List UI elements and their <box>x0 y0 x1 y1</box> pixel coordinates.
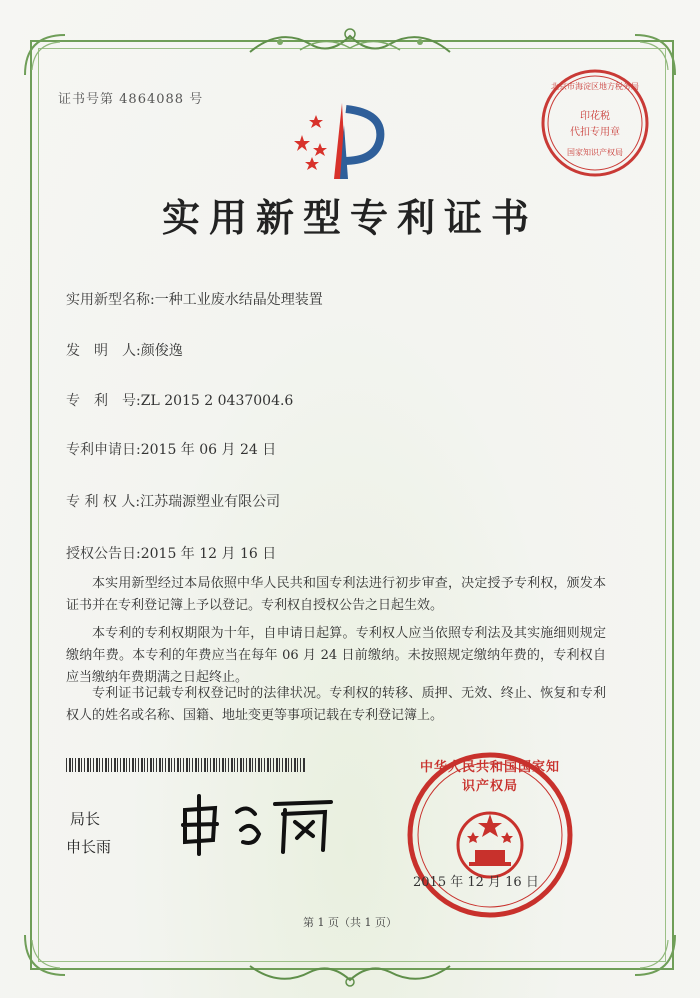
page-number: 第 1 页（共 1 页） <box>303 916 397 929</box>
tax-stamp-center-1: 印花税 <box>580 111 610 122</box>
tax-stamp-bottom-text: 国家知识产权局 <box>567 148 623 157</box>
corner-ornament-bl <box>20 930 70 980</box>
field-patent-number <box>66 390 293 410</box>
inventor-value: 颜俊逸 <box>140 343 183 359</box>
body-paragraph-1: 本实用新型经过本局依照中华人民共和国专利法进行初步审查，决定授予专利权，颁发本证书并在专利登记簿上予以登记。专利权自授权公告之日起生效。 <box>66 576 606 613</box>
field-patentee <box>66 491 280 511</box>
patent-number-label: 专 利 号: <box>66 393 141 409</box>
corner-ornament-br <box>630 930 680 980</box>
application-date-value: 2015 年 06 月 24 日 <box>140 442 277 458</box>
cert-number-value: 4864088 <box>119 92 185 107</box>
patentee-value: 江苏瑞源塑业有限公司 <box>140 494 281 510</box>
field-inventor <box>66 340 183 360</box>
application-date-label: 专利申请日: <box>66 442 141 458</box>
certificate-title: 实用新型专利证书 <box>161 195 538 240</box>
director-name: 申长雨 <box>66 838 112 856</box>
certificate-number <box>58 88 203 107</box>
patent-number-value: ZL 2015 2 0437004.6 <box>140 393 294 409</box>
field-application-date <box>66 439 276 459</box>
issue-date: 2015 年 12 月 16 日 <box>413 875 539 890</box>
field-utility-model-name <box>66 289 323 309</box>
tax-stamp-seal <box>539 67 651 179</box>
corner-ornament-tl <box>20 30 70 80</box>
top-ornament <box>240 22 460 62</box>
grant-date-label: 授权公告日: <box>66 546 141 562</box>
inventor-label: 发 明 人: <box>66 343 141 359</box>
patent-office-logo <box>288 95 388 185</box>
grant-date-value: 2015 年 12 月 16 日 <box>140 546 277 562</box>
utility-model-name-label: 实用新型名称: <box>66 292 155 308</box>
official-seal-ring-text: 中华人民共和国国家知识产权局 <box>419 760 560 794</box>
cert-number-suffix: 号 <box>189 92 204 107</box>
official-seal <box>405 750 575 920</box>
bottom-ornament <box>240 958 460 992</box>
body-paragraph-3: 专利证书记载专利权登记时的法律状况。专利权的转移、质押、无效、终止、恢复和专利权人的姓名或名称、国籍、地址变更等事项记载在专利登记簿上。 <box>66 686 606 723</box>
director-signature <box>175 790 345 860</box>
utility-model-name-value: 一种工业废水结晶处理装置 <box>154 292 323 308</box>
body-paragraph-2: 本专利的专利权期限为十年，自申请日起算。专利权人应当依照专利法及其实施细则规定缴纳年费。本专利的年费应当在每年 06 月 24 日前缴纳。未按照规定缴纳年费的，专利权自应当缴纳年费期满之日起终止。 <box>66 626 606 685</box>
field-grant-date <box>66 543 276 563</box>
tax-stamp-center-2: 代扣专用章 <box>570 127 620 138</box>
patentee-label: 专 利 权 人: <box>66 494 141 510</box>
cert-number-label: 证书号第 <box>58 92 115 107</box>
director-title: 局长 <box>70 810 101 828</box>
tax-stamp-ring-text: 北京市海淀区地方税务局 <box>551 82 639 91</box>
barcode <box>66 758 306 772</box>
